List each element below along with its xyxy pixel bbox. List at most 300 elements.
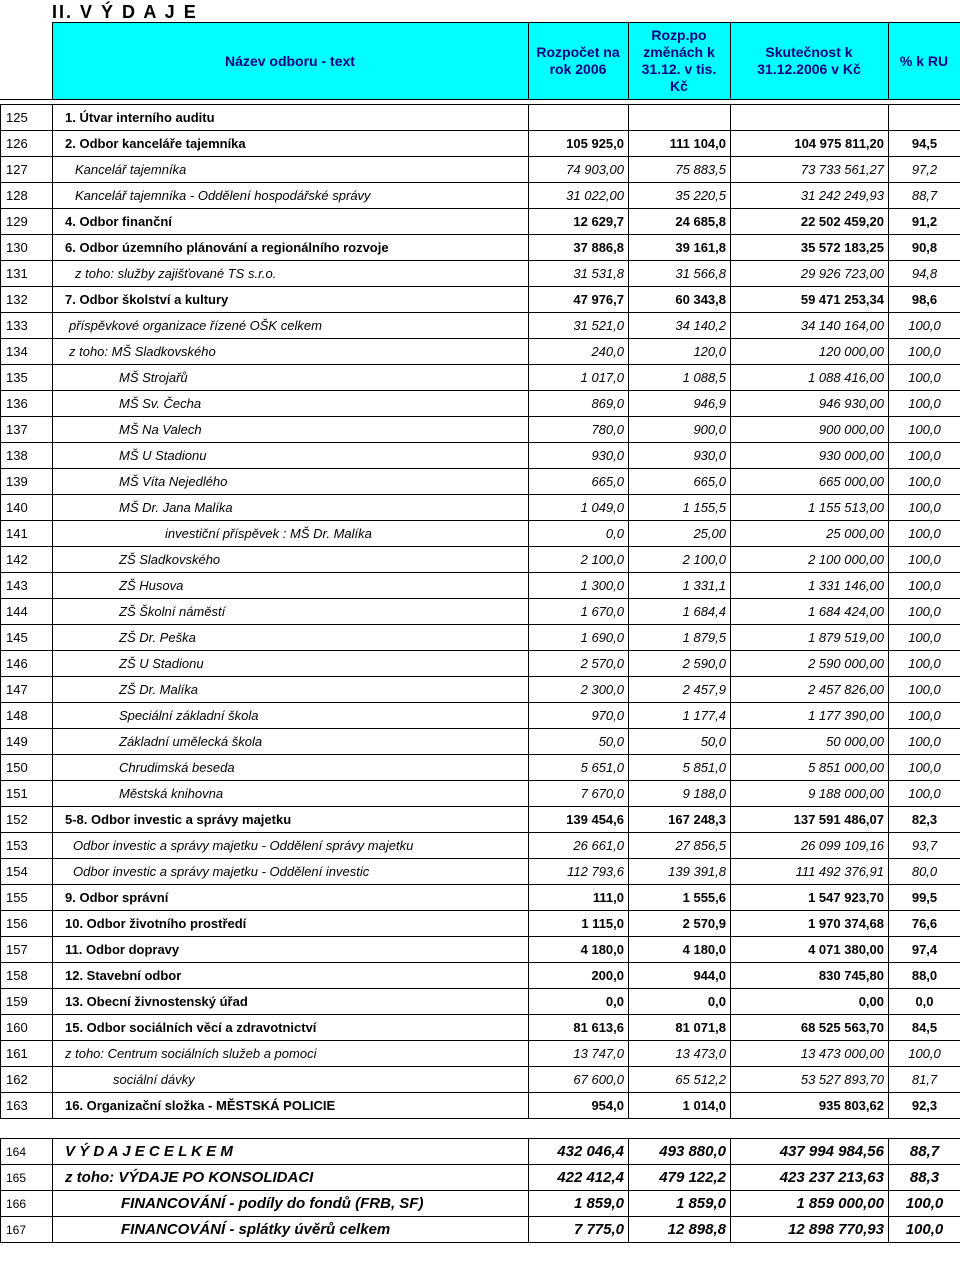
row-label: MŠ U Stadionu [53,443,529,469]
row-label: 10. Odbor životního prostředí [53,911,529,937]
budget-changed-value: 1 155,5 [629,495,731,521]
budget-changed-value: 2 457,9 [629,677,731,703]
budget-changed-value: 65 512,2 [629,1067,731,1093]
row-number: 135 [1,365,53,391]
percent-value: 100,0 [889,755,960,781]
budget-changed-value: 900,0 [629,417,731,443]
row-label: ZŠ Dr. Malíka [53,677,529,703]
actual-value: 1 177 390,00 [731,703,889,729]
header-name: Název odboru - text [52,23,528,100]
row-number: 158 [1,963,53,989]
actual-value: 137 591 486,07 [731,807,889,833]
budget-changed-value: 479 122,2 [629,1165,731,1191]
budget-changed-value: 24 685,8 [629,209,731,235]
table-row [1,131,960,157]
actual-value: 1 684 424,00 [731,599,889,625]
budget-value: 5 651,0 [529,755,629,781]
actual-value: 437 994 984,56 [731,1139,889,1165]
percent-value: 100,0 [889,1217,960,1243]
budget-changed-value: 60 343,8 [629,287,731,313]
budget-value: 12 629,7 [529,209,629,235]
row-number: 157 [1,937,53,963]
budget-changed-value: 120,0 [629,339,731,365]
budget-changed-value: 139 391,8 [629,859,731,885]
row-number: 126 [1,131,53,157]
row-label: 2. Odbor kanceláře tajemníka [53,131,529,157]
row-label: 11. Odbor dopravy [53,937,529,963]
actual-value: 665 000,00 [731,469,889,495]
actual-value: 35 572 183,25 [731,235,889,261]
percent-value: 100,0 [889,651,960,677]
row-number: 138 [1,443,53,469]
row-number: 141 [1,521,53,547]
table-row [1,235,960,261]
budget-value: 111,0 [529,885,629,911]
row-number: 164 [1,1139,53,1165]
row-label: ZŠ Sladkovského [53,547,529,573]
row-label: sociální dávky [53,1067,529,1093]
row-label: příspěvkové organizace řízené OŠK celkem [53,313,529,339]
actual-value: 1 155 513,00 [731,495,889,521]
row-number: 152 [1,807,53,833]
table-row [1,521,960,547]
budget-value: 1 300,0 [529,573,629,599]
actual-value: 900 000,00 [731,417,889,443]
percent-value: 100,0 [889,469,960,495]
budget-value: 112 793,6 [529,859,629,885]
actual-value: 1 547 923,70 [731,885,889,911]
actual-value: 4 071 380,00 [731,937,889,963]
percent-value: 76,6 [889,911,960,937]
budget-changed-value [629,105,731,131]
percent-value: 100,0 [889,391,960,417]
budget-changed-value: 34 140,2 [629,313,731,339]
table-row [1,209,960,235]
budget-value: 74 903,00 [529,157,629,183]
row-label: ZŠ Husova [53,573,529,599]
percent-value: 100,0 [889,313,960,339]
row-number: 145 [1,625,53,651]
actual-value: 25 000,00 [731,521,889,547]
budget-changed-value: 12 898,8 [629,1217,731,1243]
row-label: z toho: Centrum sociálních služeb a pomoci [53,1041,529,1067]
budget-value: 139 454,6 [529,807,629,833]
row-label: FINANCOVÁNÍ - splátky úvěrů celkem [53,1217,529,1243]
percent-value: 97,4 [889,937,960,963]
row-label: FINANCOVÁNÍ - podíly do fondů (FRB, SF) [53,1191,529,1217]
actual-value: 12 898 770,93 [731,1217,889,1243]
row-label: MŠ Strojařů [53,365,529,391]
budget-changed-value: 1 555,6 [629,885,731,911]
budget-changed-value: 5 851,0 [629,755,731,781]
budget-value: 13 747,0 [529,1041,629,1067]
budget-value: 0,0 [529,521,629,547]
actual-value: 53 527 893,70 [731,1067,889,1093]
percent-value: 100,0 [889,677,960,703]
row-number: 166 [1,1191,53,1217]
percent-value: 100,0 [889,339,960,365]
budget-value [529,105,629,131]
actual-value: 34 140 164,00 [731,313,889,339]
row-label: 9. Odbor správní [53,885,529,911]
percent-value: 88,7 [889,1139,960,1165]
budget-value: 2 100,0 [529,547,629,573]
actual-value: 68 525 563,70 [731,1015,889,1041]
budget-value: 4 180,0 [529,937,629,963]
budget-value: 970,0 [529,703,629,729]
percent-value: 100,0 [889,625,960,651]
table-row [1,911,960,937]
budget-value: 1 049,0 [529,495,629,521]
row-label: z toho: MŠ Sladkovského [53,339,529,365]
row-number: 130 [1,235,53,261]
budget-changed-value: 1 014,0 [629,1093,731,1119]
table-row [1,885,960,911]
percent-value: 93,7 [889,833,960,859]
budget-value: 7 670,0 [529,781,629,807]
table-row [1,599,960,625]
header-budget-changed: Rozp.po změnách k 31.12. v tis. Kč [628,23,730,100]
budget-changed-value: 167 248,3 [629,807,731,833]
percent-value: 100,0 [889,443,960,469]
percent-value: 88,0 [889,963,960,989]
actual-value: 0,00 [731,989,889,1015]
budget-value: 200,0 [529,963,629,989]
row-label: MŠ Dr. Jana Malíka [53,495,529,521]
budget-changed-value: 35 220,5 [629,183,731,209]
row-label: MŠ Víta Nejedlého [53,469,529,495]
percent-value: 100,0 [889,781,960,807]
row-number: 129 [1,209,53,235]
row-number: 154 [1,859,53,885]
table-row [1,1217,960,1243]
row-number: 153 [1,833,53,859]
row-label: Chrudimská beseda [53,755,529,781]
budget-changed-value: 25,00 [629,521,731,547]
percent-value: 0,0 [889,989,960,1015]
actual-value: 9 188 000,00 [731,781,889,807]
actual-value: 1 331 146,00 [731,573,889,599]
table-row [1,417,960,443]
budget-value: 780,0 [529,417,629,443]
budget-value: 31 022,00 [529,183,629,209]
budget-changed-value: 4 180,0 [629,937,731,963]
budget-changed-value: 50,0 [629,729,731,755]
budget-value: 47 976,7 [529,287,629,313]
expenses-table [0,104,960,1119]
row-number: 155 [1,885,53,911]
row-label: 12. Stavební odbor [53,963,529,989]
row-number: 133 [1,313,53,339]
budget-changed-value: 81 071,8 [629,1015,731,1041]
row-label: Kancelář tajemníka [53,157,529,183]
budget-value: 26 661,0 [529,833,629,859]
row-label: investiční příspěvek : MŠ Dr. Malíka [53,521,529,547]
row-label: Základní umělecká škola [53,729,529,755]
actual-value: 120 000,00 [731,339,889,365]
budget-value: 31 521,0 [529,313,629,339]
table-row [1,729,960,755]
header-table [0,22,960,100]
table-row [1,339,960,365]
actual-value: 2 590 000,00 [731,651,889,677]
budget-changed-value: 944,0 [629,963,731,989]
row-number: 140 [1,495,53,521]
row-label: 16. Organizační složka - MĚSTSKÁ POLICIE [53,1093,529,1119]
budget-changed-value: 1 088,5 [629,365,731,391]
budget-value: 2 300,0 [529,677,629,703]
row-label: 5-8. Odbor investic a správy majetku [53,807,529,833]
percent-value: 92,3 [889,1093,960,1119]
table-row [1,105,960,131]
actual-value: 104 975 811,20 [731,131,889,157]
row-label: 13. Obecní živnostenský úřad [53,989,529,1015]
row-number: 163 [1,1093,53,1119]
percent-value: 100,0 [889,1041,960,1067]
row-number: 147 [1,677,53,703]
row-label: 7. Odbor školství a kultury [53,287,529,313]
budget-changed-value: 1 177,4 [629,703,731,729]
table-row [1,755,960,781]
actual-value: 1 970 374,68 [731,911,889,937]
percent-value: 88,3 [889,1165,960,1191]
table-row [1,469,960,495]
row-label: Speciální základní škola [53,703,529,729]
percent-value: 99,5 [889,885,960,911]
table-row [1,625,960,651]
actual-value: 935 803,62 [731,1093,889,1119]
actual-value: 73 733 561,27 [731,157,889,183]
row-number: 134 [1,339,53,365]
budget-changed-value: 75 883,5 [629,157,731,183]
row-number: 132 [1,287,53,313]
row-number: 148 [1,703,53,729]
table-row [1,183,960,209]
percent-value: 100,0 [889,729,960,755]
totals-table [0,1138,960,1243]
budget-changed-value: 111 104,0 [629,131,731,157]
actual-value: 930 000,00 [731,443,889,469]
table-row [1,547,960,573]
table-row [1,1015,960,1041]
table-row [1,1191,960,1217]
percent-value: 100,0 [889,495,960,521]
actual-value: 5 851 000,00 [731,755,889,781]
budget-changed-value: 1 331,1 [629,573,731,599]
row-label: MŠ Na Valech [53,417,529,443]
budget-changed-value: 0,0 [629,989,731,1015]
percent-value: 100,0 [889,547,960,573]
budget-changed-value: 9 188,0 [629,781,731,807]
table-row [1,287,960,313]
table-row [1,261,960,287]
table-row [1,495,960,521]
table-row [1,1067,960,1093]
budget-value: 7 775,0 [529,1217,629,1243]
budget-value: 81 613,6 [529,1015,629,1041]
table-row [1,157,960,183]
table-row [1,859,960,885]
budget-changed-value: 27 856,5 [629,833,731,859]
row-number: 131 [1,261,53,287]
row-number: 137 [1,417,53,443]
budget-changed-value: 2 590,0 [629,651,731,677]
row-number: 143 [1,573,53,599]
row-number: 165 [1,1165,53,1191]
percent-value: 100,0 [889,1191,960,1217]
table-row [1,781,960,807]
budget-value: 1 017,0 [529,365,629,391]
actual-value [731,105,889,131]
row-number: 139 [1,469,53,495]
header-budget: Rozpočet na rok 2006 [528,23,628,100]
table-row [1,313,960,339]
row-number: 149 [1,729,53,755]
table-row [1,703,960,729]
budget-value: 50,0 [529,729,629,755]
budget-value: 37 886,8 [529,235,629,261]
budget-changed-value: 31 566,8 [629,261,731,287]
header-percent: % k RU [888,23,960,100]
budget-value: 0,0 [529,989,629,1015]
budget-changed-value: 2 100,0 [629,547,731,573]
budget-changed-value: 39 161,8 [629,235,731,261]
budget-value: 105 925,0 [529,131,629,157]
budget-changed-value: 13 473,0 [629,1041,731,1067]
row-number: 127 [1,157,53,183]
row-label: ZŠ U Stadionu [53,651,529,677]
budget-value: 665,0 [529,469,629,495]
budget-value: 1 690,0 [529,625,629,651]
table-row [1,937,960,963]
table-row [1,677,960,703]
table-row [1,365,960,391]
budget-value: 869,0 [529,391,629,417]
row-label: MŠ Sv. Čecha [53,391,529,417]
row-label: 1. Útvar interního auditu [53,105,529,131]
table-row [1,989,960,1015]
actual-value: 423 237 213,63 [731,1165,889,1191]
percent-value: 82,3 [889,807,960,833]
actual-value: 946 930,00 [731,391,889,417]
header-actual: Skutečnost k 31.12.2006 v Kč [730,23,888,100]
table-row [1,391,960,417]
budget-value: 2 570,0 [529,651,629,677]
row-label: z toho: služby zajišťované TS s.r.o. [53,261,529,287]
row-number: 125 [1,105,53,131]
percent-value: 94,8 [889,261,960,287]
percent-value: 91,2 [889,209,960,235]
row-number: 151 [1,781,53,807]
percent-value: 84,5 [889,1015,960,1041]
row-label: z toho: VÝDAJE PO KONSOLIDACI [53,1165,529,1191]
percent-value [889,105,960,131]
percent-value: 100,0 [889,521,960,547]
row-number: 161 [1,1041,53,1067]
table-row [1,1165,960,1191]
actual-value: 13 473 000,00 [731,1041,889,1067]
row-label: Odbor investic a správy majetku - Oddělení investic [53,859,529,885]
budget-changed-value: 2 570,9 [629,911,731,937]
budget-changed-value: 946,9 [629,391,731,417]
budget-changed-value: 665,0 [629,469,731,495]
table-row [1,963,960,989]
actual-value: 50 000,00 [731,729,889,755]
row-label: Kancelář tajemníka - Oddělení hospodářské správy [53,183,529,209]
row-number: 162 [1,1067,53,1093]
percent-value: 100,0 [889,417,960,443]
row-label: V Ý D A J E C E L K E M [53,1139,529,1165]
table-row [1,651,960,677]
table-row [1,1093,960,1119]
budget-value: 31 531,8 [529,261,629,287]
row-number: 144 [1,599,53,625]
actual-value: 830 745,80 [731,963,889,989]
percent-value: 88,7 [889,183,960,209]
table-row [1,833,960,859]
budget-changed-value: 1 684,4 [629,599,731,625]
percent-value: 100,0 [889,599,960,625]
actual-value: 22 502 459,20 [731,209,889,235]
row-label: 15. Odbor sociálních věcí a zdravotnictví [53,1015,529,1041]
row-label: 6. Odbor územního plánování a regionálního rozvoje [53,235,529,261]
row-label: Městská knihovna [53,781,529,807]
percent-value: 90,8 [889,235,960,261]
table-row [1,573,960,599]
actual-value: 1 088 416,00 [731,365,889,391]
row-label: 4. Odbor finanční [53,209,529,235]
actual-value: 111 492 376,91 [731,859,889,885]
actual-value: 31 242 249,93 [731,183,889,209]
budget-changed-value: 493 880,0 [629,1139,731,1165]
table-row [1,1041,960,1067]
row-number: 146 [1,651,53,677]
percent-value: 97,2 [889,157,960,183]
budget-value: 930,0 [529,443,629,469]
row-number: 142 [1,547,53,573]
actual-value: 2 457 826,00 [731,677,889,703]
table-row [1,807,960,833]
budget-value: 1 670,0 [529,599,629,625]
actual-value: 1 879 519,00 [731,625,889,651]
actual-value: 2 100 000,00 [731,547,889,573]
budget-changed-value: 1 859,0 [629,1191,731,1217]
budget-value: 67 600,0 [529,1067,629,1093]
budget-value: 1 115,0 [529,911,629,937]
row-number: 159 [1,989,53,1015]
budget-value: 432 046,4 [529,1139,629,1165]
budget-value: 954,0 [529,1093,629,1119]
row-label: ZŠ Dr. Peška [53,625,529,651]
budget-value: 422 412,4 [529,1165,629,1191]
actual-value: 59 471 253,34 [731,287,889,313]
percent-value: 94,5 [889,131,960,157]
row-number: 156 [1,911,53,937]
actual-value: 26 099 109,16 [731,833,889,859]
actual-value: 29 926 723,00 [731,261,889,287]
header-blank [0,23,52,100]
percent-value: 100,0 [889,573,960,599]
percent-value: 100,0 [889,365,960,391]
row-number: 128 [1,183,53,209]
budget-value: 240,0 [529,339,629,365]
row-number: 167 [1,1217,53,1243]
row-number: 136 [1,391,53,417]
row-number: 150 [1,755,53,781]
percent-value: 100,0 [889,703,960,729]
percent-value: 81,7 [889,1067,960,1093]
row-label: Odbor investic a správy majetku - Oddělení správy majetku [53,833,529,859]
